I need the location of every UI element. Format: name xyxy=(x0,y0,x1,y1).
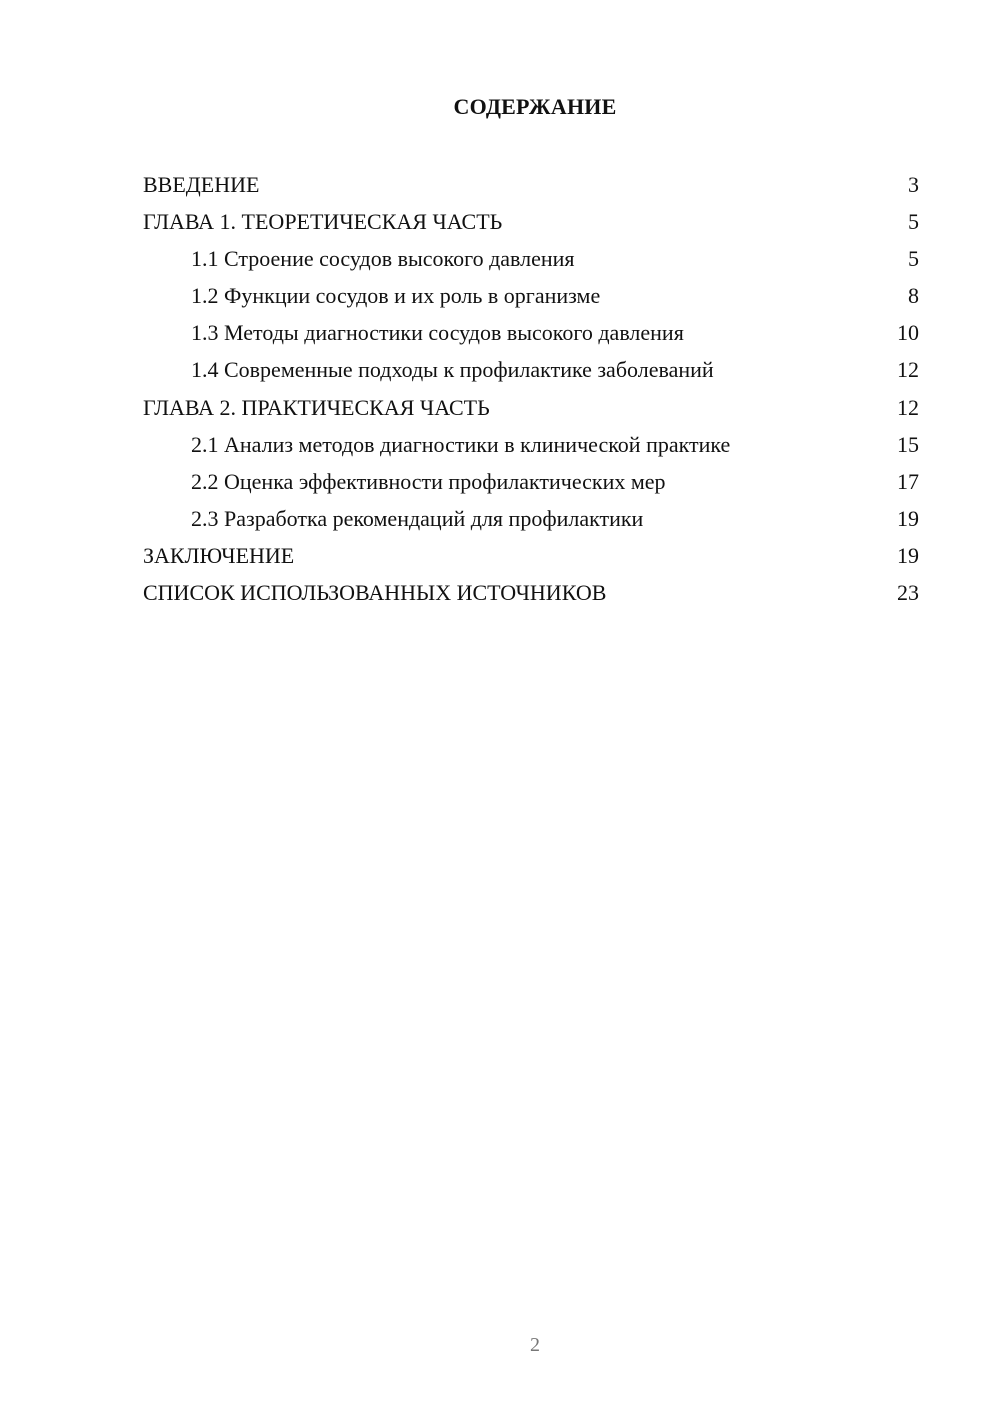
toc-entry-label: 1.3 Методы диагностики сосудов высокого давления xyxy=(191,320,684,346)
toc-entry-chapter-1 xyxy=(143,203,919,240)
toc-entry-page: 5 xyxy=(908,209,919,235)
toc-entry-label: ГЛАВА 2. ПРАКТИЧЕСКАЯ ЧАСТЬ xyxy=(143,394,490,420)
toc-entry-page: 23 xyxy=(897,580,919,606)
toc-entry-page: 10 xyxy=(897,320,919,346)
toc-entry-section-1-4 xyxy=(143,351,919,388)
toc-entry-page: 3 xyxy=(908,172,919,197)
toc-entry-introduction xyxy=(143,166,919,203)
toc-entry-label: ГЛАВА 1. ТЕОРЕТИЧЕСКАЯ ЧАСТЬ xyxy=(143,209,503,235)
toc-entry-section-1-3 xyxy=(143,314,919,351)
toc-entry-page: 19 xyxy=(897,505,919,531)
toc-entry-label: ЗАКЛЮЧЕНИЕ xyxy=(143,542,295,568)
toc-entry-section-1-1 xyxy=(143,240,919,277)
toc-title: СОДЕРЖАНИЕ xyxy=(453,94,617,119)
toc-entry-page: 8 xyxy=(908,283,919,309)
toc-entry-page: 12 xyxy=(897,357,919,383)
toc-entry-section-2-3 xyxy=(143,500,919,537)
toc-entry-page: 12 xyxy=(897,394,919,420)
toc-entry-page: 17 xyxy=(897,468,919,494)
toc-entry-label: СПИСОК ИСПОЛЬЗОВАННЫХ ИСТОЧНИКОВ xyxy=(143,580,607,606)
toc-entry-chapter-2 xyxy=(143,389,919,426)
page-number: 2 xyxy=(530,1334,540,1356)
toc-entry-label: 1.2 Функции сосудов и их роль в организме xyxy=(191,283,601,309)
toc-entry-label: 2.3 Разработка рекомендаций для профилактики xyxy=(191,505,644,531)
toc-entry-label: 2.2 Оценка эффективности профилактических мер xyxy=(191,468,666,494)
toc-entry-label: 1.4 Современные подходы к профилактике заболеваний xyxy=(191,357,714,383)
toc-entry-section-1-2 xyxy=(143,277,919,314)
toc-entry-label: 2.1 Анализ методов диагностики в клинической практике xyxy=(191,431,731,457)
toc-entry-section-2-2 xyxy=(143,463,919,500)
toc-entry-conclusion xyxy=(143,537,919,574)
toc-entry-label: ВВЕДЕНИЕ xyxy=(143,172,260,197)
toc-entry-section-2-1 xyxy=(143,426,919,463)
toc-entry-page: 19 xyxy=(897,542,919,568)
table-of-contents xyxy=(143,166,919,611)
toc-entry-label: 1.1 Строение сосудов высокого давления xyxy=(191,246,575,272)
toc-entry-references xyxy=(143,574,919,611)
toc-entry-page: 15 xyxy=(897,431,919,457)
toc-entry-page: 5 xyxy=(908,246,919,272)
